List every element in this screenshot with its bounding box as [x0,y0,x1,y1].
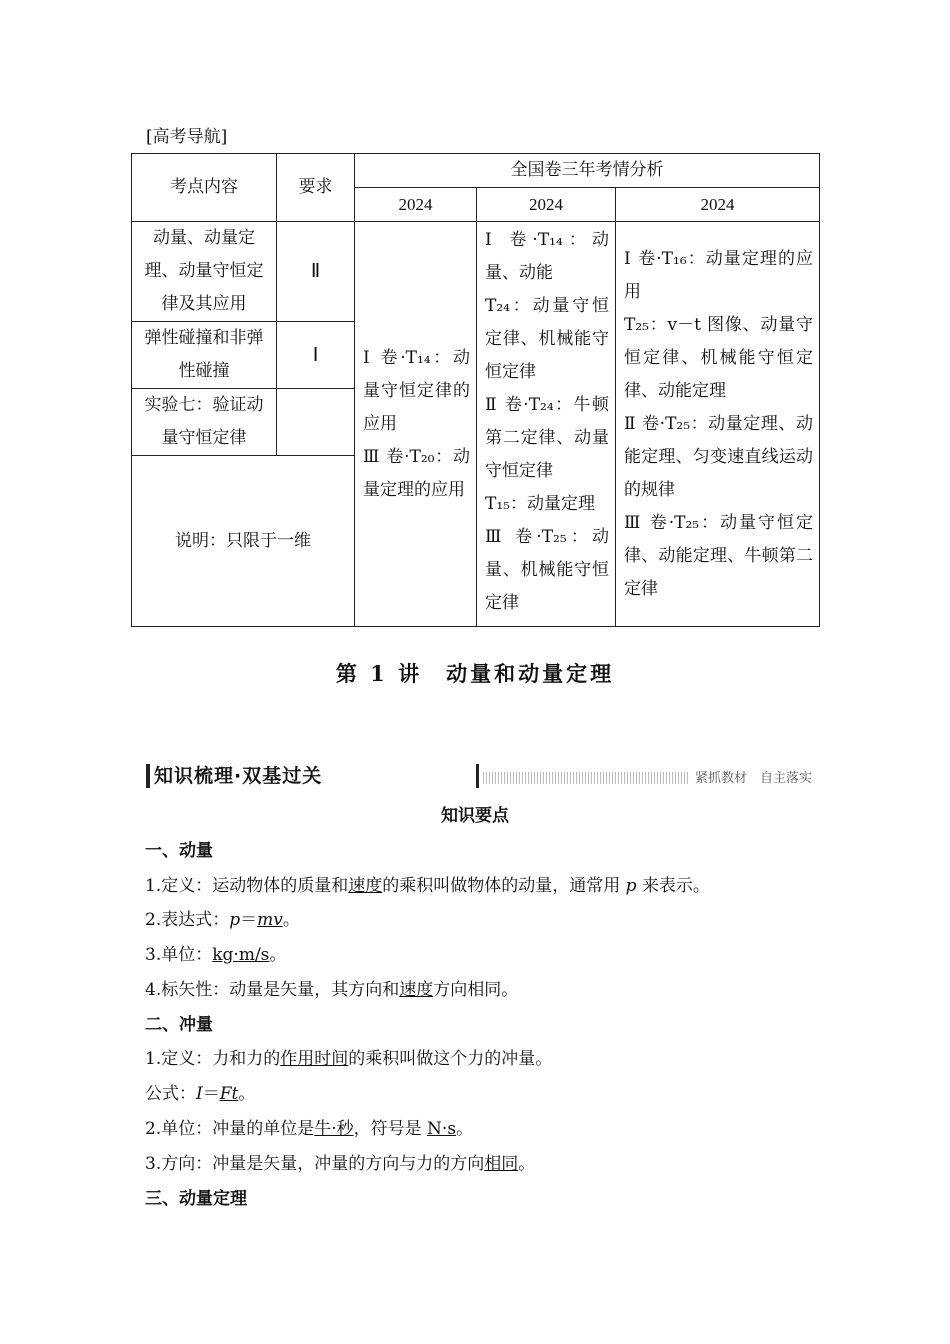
header-topic: 考点内容 [132,154,277,222]
heading-impulse: 二、冲量 [145,1015,213,1035]
banner-divider [476,764,479,788]
answer-blank: mv [257,910,283,930]
answer-blank: 作用时间 [280,1049,349,1069]
answer-blank: kg·m/s [212,945,270,965]
year-1: 2024 [355,188,477,222]
note-cell: 说明：只限于一维 [132,456,355,627]
banner-title: 知识梳理·双基过关 [154,764,328,788]
section-banner [146,764,812,790]
requirement-cell: Ⅱ [277,222,355,322]
analysis-cell-3 [616,222,820,627]
answer-blank: N·s [427,1119,457,1139]
paragraph-expression: 2.表达式：p＝mv。 [145,910,300,930]
header-analysis: 全国卷三年考情分析 [355,154,820,188]
topic-cell: 弹性碰撞和非弹性碰撞 [132,322,277,389]
answer-blank: Ft [219,1084,239,1104]
analysis-cell-1 [355,222,477,627]
gaokao-nav-label: [高考导航] [146,127,228,147]
banner-tag: 紧抓教材 自主落实 [689,767,812,786]
paragraph-formula: 公式：I＝Ft。 [145,1084,256,1104]
answer-blank: 速度 [399,980,434,1000]
heading-momentum-theorem: 三、动量定理 [145,1189,247,1209]
section-title: 知识要点 [441,806,509,826]
topic-cell: 实验七：验证动量守恒定律 [132,389,277,456]
banner-left-bar [146,764,150,788]
analysis-text-1: Ⅰ 卷·T₁₄：动量守恒定律的应用 Ⅲ 卷·T₂₀：动量定理的应用 [363,347,470,500]
paragraph-unit: 3.单位：kg·m/s。 [145,945,287,965]
paragraph-definition: 1.定义：运动物体的质量和速度的乘积叫做物体的动量，通常用 p 来表示。 [145,876,710,896]
header-requirement: 要求 [277,154,355,222]
requirement-cell [277,389,355,456]
analysis-text-3: Ⅰ 卷·T₁₆：动量定理的应用 T₂₅：v－t 图像、动量守恒定律、机械能守恒定律、动能定理 Ⅱ 卷·T₂₅：动量定理、动能定理、匀变速直线运动的规律 Ⅲ 卷·T₂₅：动量守恒定律、动能定理、牛顿第二定律 [624,248,814,599]
heading-momentum: 一、动量 [145,841,213,861]
lecture-title: 第 1 讲 动量和动量定理 [335,661,615,686]
requirement-cell: Ⅰ [277,322,355,389]
paragraph-direction: 3.方向：冲量是矢量，冲量的方向与力的方向相同。 [145,1154,536,1174]
exam-analysis-table [131,153,820,627]
paragraph-vector: 4.标矢性：动量是矢量，其方向和速度方向相同。 [145,980,519,1000]
paragraph-impulse-definition: 1.定义：力和力的作用时间的乘积叫做这个力的冲量。 [145,1049,553,1069]
year-2: 2024 [477,188,616,222]
topic-cell: 动量、动量定理、动量守恒定律及其应用 [132,222,277,322]
answer-blank: 牛·秒 [314,1119,354,1139]
answer-blank: 速度 [348,876,383,896]
analysis-cell-2 [477,222,616,627]
paragraph-impulse-unit: 2.单位：冲量的单位是牛·秒，符号是 N·s。 [145,1119,474,1139]
answer-blank: 相同 [484,1154,519,1174]
year-3: 2024 [616,188,820,222]
analysis-text-2: Ⅰ 卷·T₁₄：动量、动能 T₂₄：动量守恒定律、机械能守恒定律 Ⅱ 卷·T₂₄：牛顿第二定律、动量守恒定律 T₁₅：动量定理 Ⅲ 卷·T₂₅：动量、机械能守恒定律 [485,230,609,613]
